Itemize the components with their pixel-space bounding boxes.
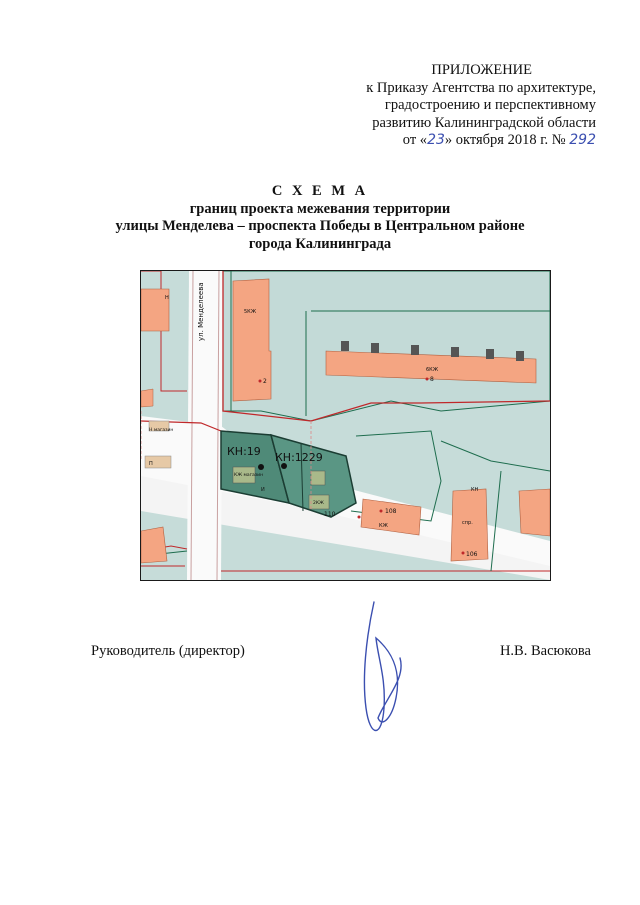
handwritten-signature <box>356 598 416 748</box>
appendix-line-2: градостроению и перспективному <box>384 97 596 113</box>
plot-label-kn19: КН:19 <box>227 445 261 458</box>
label-5kzh: 5КЖ <box>244 309 257 315</box>
small-label-p: П <box>149 461 153 467</box>
appendix-title: ПРИЛОЖЕНИЕ <box>431 62 532 78</box>
plot-label-kn1229: КН:1229 <box>275 451 323 464</box>
street-label: ул. Менделеева <box>197 282 205 341</box>
appendix-line-1: к Приказу Агентства по архитектуре, <box>366 79 596 96</box>
date-middle: » октября 2018 г. № <box>444 132 566 148</box>
handwritten-day: 23 <box>427 132 445 148</box>
appendix-block <box>296 62 596 150</box>
house-8: 8 <box>430 376 434 383</box>
point-kn19 <box>258 464 264 470</box>
scheme-line-1: границ проекта межевания территории <box>189 200 451 217</box>
appendix-line-3: развитию Калининградской области <box>372 114 596 131</box>
date-prefix: от « <box>402 132 428 148</box>
signer-name: Н.В. Васюкова <box>499 643 591 659</box>
label-kzh: КЖ <box>379 523 388 529</box>
handwritten-number: 292 <box>569 132 596 148</box>
scheme-title: С Х Е М А <box>271 183 369 199</box>
label-2kzh: 2КЖ <box>313 501 324 506</box>
house-110: 110 <box>324 511 336 518</box>
cadastral-map <box>140 270 551 581</box>
house-2: 2 <box>263 378 267 385</box>
signer-position: Руководитель (директор) <box>91 643 245 659</box>
small-label-i: И <box>261 487 265 493</box>
label-6kzh: 6КЖ <box>426 367 439 373</box>
house-106: 106 <box>466 551 478 558</box>
label-kzh-magazin: КЖ магазин <box>234 473 264 478</box>
scheme-heading <box>0 183 640 253</box>
small-label-n: Н <box>165 295 169 301</box>
scheme-line-3: города Калининграда <box>248 235 392 252</box>
small-label-kn: КН <box>471 487 479 493</box>
label-spr: спр. <box>462 520 473 526</box>
label-n-magazin: Н магазин <box>149 428 174 433</box>
scheme-line-2: улицы Менделева – проспекта Победы в Центральном районе <box>115 218 525 234</box>
appendix-date-line <box>296 132 596 150</box>
house-108: 108 <box>385 508 397 515</box>
